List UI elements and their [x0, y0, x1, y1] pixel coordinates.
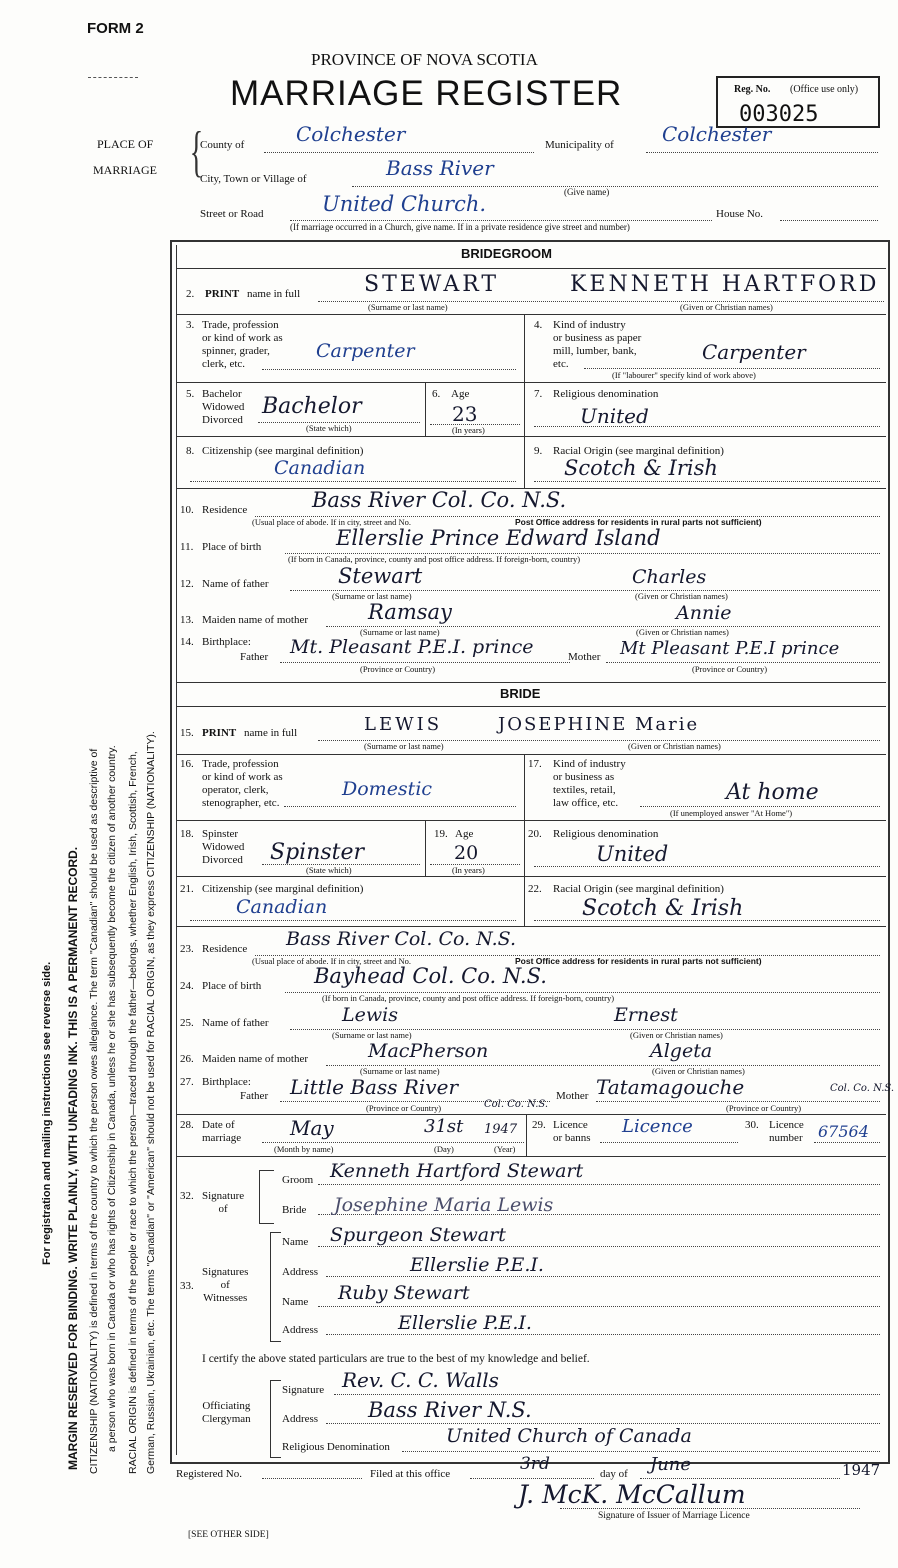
field-3-line-2: or kind of work as: [202, 332, 283, 344]
field-11-number: 11.: [180, 541, 194, 553]
city-value: Bass River: [386, 156, 494, 180]
field-6-caption: (In years): [452, 425, 485, 435]
field-21-number: 21.: [180, 883, 194, 895]
field-3-line-4: clerk, etc.: [202, 358, 246, 370]
bride-residence: Bass River Col. Co. N.S.: [286, 928, 516, 950]
field-28-number: 28.: [180, 1119, 194, 1131]
field-27-label-1: Birthplace:: [202, 1076, 251, 1088]
page-title: MARRIAGE REGISTER: [230, 74, 623, 113]
witness-1-address-label: Address: [282, 1266, 319, 1278]
field-21-label: Citizenship (see marginal definition): [202, 883, 364, 895]
bride-industry: At home: [726, 780, 819, 805]
marriage-day: 31st: [424, 1116, 464, 1137]
groom-mother-given: Annie: [676, 602, 732, 624]
bride-mother-province-caption: (Province or Country): [726, 1103, 802, 1113]
field-2-label: name in full: [247, 288, 301, 300]
groom-racial-origin: Scotch & Irish: [564, 456, 718, 480]
issuer-signature: J. McK. McCallum: [518, 1480, 746, 1509]
clergy-address: Bass River N.S.: [368, 1398, 532, 1422]
clergy-line-1: Officiating: [202, 1400, 251, 1412]
groom-father-surname: Stewart: [338, 564, 423, 588]
field-12-number: 12.: [180, 578, 194, 590]
witness-bracket: [270, 1232, 281, 1342]
field-4-line-3: mill, lumber, bank,: [553, 345, 637, 357]
field-2-print: PRINT: [205, 288, 240, 300]
witness-2-name-label: Name: [282, 1296, 309, 1308]
field-20-label: Religious denomination: [553, 828, 659, 840]
field-18-label: [202, 828, 244, 867]
municipality-label: Municipality of: [545, 139, 614, 151]
bride-mother-surname: MacPherson: [368, 1040, 489, 1062]
field-8-label: Citizenship (see marginal definition): [202, 445, 364, 457]
city-label: City, Town or Village of: [200, 173, 307, 185]
field-28-label: [202, 1119, 241, 1145]
month-caption: (Month by name): [274, 1144, 334, 1154]
field-10-label: Residence: [202, 504, 248, 516]
licence-number: 67564: [818, 1122, 869, 1141]
field-18-number: 18.: [180, 828, 194, 840]
brace: {: [189, 121, 204, 183]
residence-caption-2: Post Office address for residents in rural parts not sufficient): [515, 517, 762, 527]
field-26-number: 26.: [180, 1053, 194, 1065]
field-29-line-2: or banns: [553, 1132, 591, 1144]
groom-mother-birthplace: Mt Pleasant P.E.I prince: [620, 638, 840, 659]
groom-residence: Bass River Col. Co. N.S.: [312, 488, 567, 512]
clergy-label: [202, 1400, 251, 1426]
birthplace-caption: (If born in Canada, province, county and post office address. If foreign-born, country): [288, 554, 581, 564]
field-20-number: 20.: [528, 828, 542, 840]
field-33-line-1: Signatures: [202, 1266, 249, 1278]
given-caption: (Given or Christian names): [680, 302, 773, 312]
bride-birthplace: Bayhead Col. Co. N.S.: [314, 964, 547, 988]
clergy-address-label: Address: [282, 1413, 319, 1425]
groom-trade: Carpenter: [316, 340, 415, 362]
bride-birthplace-caption: (If born in Canada, province, county and post office address. If foreign-born, country): [322, 993, 615, 1003]
field-32-label: [202, 1190, 244, 1216]
witness-1-address: Ellerslie P.E.I.: [410, 1254, 544, 1276]
field-17-line-2: or business as: [553, 771, 615, 783]
margin-racial-1: RACIAL ORIGIN is defined in terms of the people or race to which the person—traced through the father—belongs, whether English, Irish, Scottish, French,: [127, 751, 139, 1474]
field-33-number: 33.: [180, 1280, 194, 1292]
field-32-number: 32.: [180, 1190, 194, 1202]
father-province-caption: (Province or Country): [360, 664, 436, 674]
field-7-number: 7.: [534, 388, 543, 400]
field-3-line-1: Trade, profession: [202, 319, 279, 331]
field-27-mother-label: Mother: [556, 1090, 589, 1102]
field-18-line-2: Widowed: [202, 841, 245, 853]
groom-signature: Kenneth Hartford Stewart: [330, 1160, 584, 1182]
bride-sig-label: Bride: [282, 1204, 307, 1216]
groom-religion: United: [580, 404, 649, 428]
marriage-year: 1947: [484, 1122, 518, 1137]
bride-trade: Domestic: [342, 778, 433, 800]
field-4-label: [553, 319, 641, 371]
field-4-line-4: etc.: [553, 358, 569, 370]
groom-citizenship: Canadian: [274, 457, 366, 479]
field-17-line-1: Kind of industry: [553, 758, 626, 770]
witness-2-name: Ruby Stewart: [338, 1282, 470, 1304]
field-6-number: 6.: [432, 388, 441, 400]
field-29-label: [553, 1119, 591, 1145]
groom-sig-label: Groom: [282, 1174, 314, 1186]
bridegroom-heading: BRIDEGROOM: [461, 246, 552, 261]
field-25-label: Name of father: [202, 1017, 269, 1029]
bride-given-caption: (Given or Christian names): [628, 741, 721, 751]
field-7-label: Religious denomination: [553, 388, 659, 400]
field-26-label: Maiden name of mother: [202, 1053, 308, 1065]
margin-citizenship-1: CITIZENSHIP (NATIONALITY) is defined in terms of the country to which the person owes allegiance. The term "Canadian" should be used as descriptive of: [88, 748, 100, 1474]
certification-text: I certify the above stated particulars are true to the best of my knowledge and belief.: [202, 1353, 590, 1365]
marriage-month: May: [290, 1116, 334, 1140]
reg-number-box: [716, 76, 880, 128]
field-24-label: Place of birth: [202, 980, 262, 992]
bride-father-province-caption: (Province or Country): [366, 1103, 442, 1113]
registered-label: Registered No.: [176, 1468, 242, 1480]
field-4-number: 4.: [534, 319, 543, 331]
field-18-line-3: Divorced: [202, 854, 243, 866]
reg-number: 003025: [739, 102, 819, 127]
field-32-line-1: Signature: [202, 1190, 245, 1202]
field-16-label: [202, 758, 283, 810]
municipality-value: Colchester: [662, 122, 772, 146]
mother-province-caption: (Province or Country): [692, 664, 768, 674]
form-number: FORM 2: [87, 20, 144, 37]
field-16-line-2: or kind of work as: [202, 771, 283, 783]
field-33-label: [202, 1266, 248, 1305]
clergy-denomination: United Church of Canada: [446, 1425, 692, 1447]
bride-father-birthplace-2: Col. Co. N.S.: [484, 1099, 549, 1110]
field-10-number: 10.: [180, 504, 194, 516]
field-11-label: Place of birth: [202, 541, 262, 553]
field-17-number: 17.: [528, 758, 542, 770]
field-14-label-2: Father: [240, 651, 269, 663]
place-label-1: PLACE OF: [97, 137, 154, 151]
field-5-line-3: Divorced: [202, 414, 243, 426]
field-19-number: 19.: [434, 828, 448, 840]
field-4-line-1: Kind of industry: [553, 319, 626, 331]
margin-binding-note: MARGIN RESERVED FOR BINDING. WRITE PLAINLY, WITH UNFADING INK. THIS IS A PERMANENT RECORD.: [66, 846, 80, 1470]
field-33-line-3: Witnesses: [203, 1292, 248, 1304]
field-22-label: Racial Origin (see marginal definition): [553, 883, 724, 895]
licence-type: Licence: [622, 1116, 693, 1137]
field-30-number: 30.: [745, 1119, 759, 1131]
place-label-2: MARRIAGE: [93, 163, 158, 177]
mother-given-caption: (Given or Christian names): [636, 627, 729, 637]
province-heading: PROVINCE OF NOVA SCOTIA: [311, 50, 538, 69]
clergy-bracket: [270, 1380, 281, 1458]
witness-2-address-label: Address: [282, 1324, 319, 1336]
field-13-number: 13.: [180, 614, 194, 626]
margin-citizenship-2: a person who was born in Canada or who has rights of Citizenship in Canada, unless he or she has subsequently become the citizen of another country.: [106, 745, 118, 1452]
bride-father-surname-caption: (Surname or last name): [332, 1030, 412, 1040]
county-label: County of: [200, 139, 245, 151]
clergy-signature-label: Signature: [282, 1384, 325, 1396]
field-5-line-2: Widowed: [202, 401, 245, 413]
mother-surname-caption: (Surname or last name): [360, 627, 440, 637]
field-15-number: 15.: [180, 727, 194, 739]
bride-religion: United: [596, 842, 669, 866]
field-17-label: [553, 758, 626, 810]
field-28-line-1: Date of: [202, 1119, 235, 1131]
surname-caption: (Surname or last name): [368, 302, 448, 312]
bride-surname-caption: (Surname or last name): [364, 741, 444, 751]
field-28-line-2: marriage: [202, 1132, 242, 1144]
groom-father-given: Charles: [632, 566, 707, 588]
bride-heading: BRIDE: [500, 686, 541, 701]
county-value: Colchester: [296, 122, 406, 146]
field-9-number: 9.: [534, 445, 543, 457]
field-22-number: 22.: [528, 883, 542, 895]
bride-mother-birthplace-2: Col. Co. N.S.: [830, 1083, 895, 1094]
bride-mother-surname-caption: (Surname or last name): [360, 1066, 440, 1076]
bride-father-birthplace: Little Bass River: [290, 1075, 458, 1099]
reg-label: Reg. No.: [734, 84, 771, 95]
field-3-line-3: spinner, grader,: [202, 345, 270, 357]
field-14-mother-label: Mother: [568, 651, 601, 663]
bride-signature: Josephine Maria Lewis: [334, 1194, 554, 1216]
day-of-label: day of: [600, 1468, 628, 1480]
field-12-label: Name of father: [202, 578, 269, 590]
field-14-number: 14.: [180, 636, 194, 648]
groom-mother-surname: Ramsay: [368, 600, 452, 624]
field-23-number: 23.: [180, 943, 194, 955]
field-25-number: 25.: [180, 1017, 194, 1029]
filed-day: 3rd: [520, 1454, 550, 1474]
bride-given-names: JOSEPHINE Marie: [498, 714, 700, 735]
margin-instructions: For registration and mailing instructions see reverse side.: [41, 961, 53, 1265]
field-8-number: 8.: [186, 445, 195, 457]
field-16-line-3: operator, clerk,: [202, 784, 269, 796]
father-surname-caption: (Surname or last name): [332, 591, 412, 601]
field-16-line-1: Trade, profession: [202, 758, 279, 770]
filed-month: June: [650, 1454, 692, 1475]
year-caption: (Year): [494, 1144, 516, 1154]
field-6-label: Age: [451, 388, 470, 400]
bride-residence-caption-2: Post Office address for residents in rural parts not sufficient): [515, 956, 762, 966]
field-15-label: name in full: [244, 727, 298, 739]
field-33-line-2: of: [220, 1279, 230, 1291]
witness-2-address: Ellerslie P.E.I.: [398, 1312, 532, 1334]
filed-year: 1947: [842, 1461, 881, 1479]
field-2-number: 2.: [186, 288, 195, 300]
day-caption: (Day): [434, 1144, 454, 1154]
bride-age: 20: [454, 842, 479, 864]
field-23-label: Residence: [202, 943, 248, 955]
witness-1-name-label: Name: [282, 1236, 309, 1248]
bride-citizenship: Canadian: [236, 896, 328, 918]
field-4-caption: (If "labourer" specify kind of work above): [612, 370, 756, 380]
field-19-label: Age: [455, 828, 474, 840]
bride-father-surname: Lewis: [342, 1004, 398, 1026]
groom-birthplace: Ellerslie Prince Edward Island: [336, 526, 661, 550]
groom-given-names: KENNETH HARTFORD: [570, 272, 880, 297]
field-5-label: [202, 388, 244, 427]
field-19-caption: (In years): [452, 865, 485, 875]
field-16-number: 16.: [180, 758, 194, 770]
bride-status: Spinster: [270, 840, 365, 865]
field-30-line-1: Licence: [769, 1119, 804, 1131]
field-30-label: [769, 1119, 804, 1145]
field-5-line-1: Bachelor: [202, 388, 242, 400]
groom-industry: Carpenter: [702, 340, 806, 364]
field-15-print: PRINT: [202, 727, 237, 739]
filed-label: Filed at this office: [370, 1468, 451, 1480]
bride-father-given-caption: (Given or Christian names): [630, 1030, 723, 1040]
field-18-line-1: Spinster: [202, 828, 239, 840]
groom-father-birthplace: Mt. Pleasant P.E.I. prince: [290, 636, 534, 658]
bride-mother-given: Algeta: [650, 1040, 713, 1062]
clergy-denomination-label: Religious Denomination: [282, 1441, 390, 1453]
bride-surname: LEWIS: [364, 714, 443, 735]
field-17-line-3: textiles, retail,: [553, 784, 616, 796]
field-29-number: 29.: [532, 1119, 546, 1131]
reg-note: (Office use only): [790, 84, 859, 95]
field-27-label-2: Father: [240, 1090, 269, 1102]
field-5-number: 5.: [186, 388, 195, 400]
field-13-label: Maiden name of mother: [202, 614, 308, 626]
father-given-caption: (Given or Christian names): [635, 591, 728, 601]
bride-racial-origin: Scotch & Irish: [582, 896, 744, 921]
field-29-line-1: Licence: [553, 1119, 588, 1131]
field-27-number: 27.: [180, 1076, 194, 1088]
field-3-number: 3.: [186, 319, 195, 331]
ink-mark: [88, 77, 138, 80]
clergy-signature: Rev. C. C. Walls: [342, 1368, 499, 1392]
field-16-line-4: stenographer, etc.: [202, 797, 280, 809]
signature-bracket: [259, 1170, 274, 1224]
see-other-side: [SEE OTHER SIDE]: [188, 1530, 269, 1540]
issuer-caption: Signature of Issuer of Marriage Licence: [598, 1511, 750, 1521]
witness-1-name: Spurgeon Stewart: [330, 1224, 506, 1246]
field-30-line-2: number: [769, 1132, 803, 1144]
groom-age: 23: [452, 402, 478, 426]
house-label: House No.: [716, 208, 764, 220]
residence-caption-1: (Usual place of abode. If in city, street and No.: [252, 517, 412, 527]
field-24-number: 24.: [180, 980, 194, 992]
street-label: Street or Road: [200, 208, 264, 220]
groom-status: Bachelor: [262, 394, 362, 419]
field-18-caption: (State which): [306, 865, 352, 875]
field-17-line-4: law office, etc.: [553, 797, 619, 809]
groom-surname: STEWART: [364, 272, 500, 297]
field-17-caption: (If unemployed answer "At Home"): [670, 808, 793, 818]
clergy-line-2: Clergyman: [202, 1413, 251, 1425]
field-14-label-1: Birthplace:: [202, 636, 251, 648]
give-name-caption: (Give name): [564, 187, 610, 197]
bride-mother-given-caption: (Given or Christian names): [652, 1066, 745, 1076]
bride-father-given: Ernest: [614, 1004, 678, 1026]
field-32-line-2: of: [218, 1203, 228, 1215]
bride-residence-caption-1: (Usual place of abode. If in city, street and No.: [252, 956, 412, 966]
bride-mother-birthplace: Tatamagouche: [596, 1075, 745, 1099]
margin-racial-2: German, Russian, Ukrainian, etc. The terms "Canadian" or "American" should not be used for RACIAL ORIGIN, as they express CITIZENSHIP (NATIONALITY).: [145, 731, 157, 1474]
field-3-label: [202, 319, 283, 371]
field-9-label: Racial Origin (see marginal definition): [553, 445, 724, 457]
place-note: (If marriage occurred in a Church, give name. If in a private residence give street and number): [290, 222, 630, 232]
field-5-caption: (State which): [306, 423, 352, 433]
street-value: United Church.: [322, 192, 487, 216]
field-4-line-2: or business as paper: [553, 332, 642, 344]
